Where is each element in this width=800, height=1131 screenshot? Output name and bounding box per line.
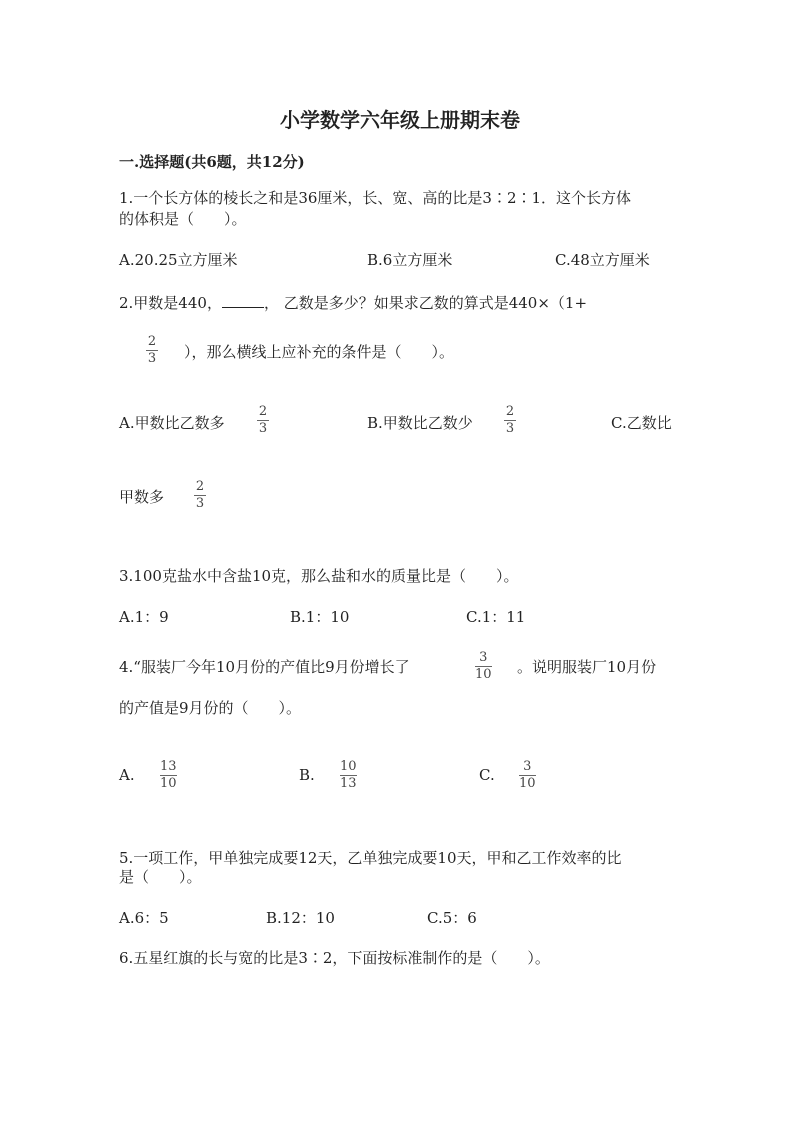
question-5-option-c: C.5：6	[427, 909, 477, 927]
question-2-text-post: ， 乙数是多少？如果求乙数的算式是440×（1+	[263, 294, 588, 312]
fraction-numerator: 2	[505, 404, 515, 419]
question-2-line-1	[119, 292, 587, 313]
question-6-line-1: 6.五星红旗的长与宽的比是3∶2，下面按标准制作的是（ ）。	[119, 949, 550, 967]
answer-blank	[222, 293, 264, 308]
fraction-numerator: 3	[523, 759, 532, 774]
question-5-option-b: B.12：10	[266, 909, 335, 927]
fraction-denominator: 10	[475, 667, 492, 682]
question-1-line-2: 的体积是（ ）。	[119, 210, 247, 228]
fraction-numerator: 2	[258, 404, 268, 419]
question-2-option-c: C.乙数比	[611, 414, 672, 432]
question-4-option-c-fraction	[519, 760, 536, 791]
question-4-line-1-post: 。说明服装厂10月份	[517, 658, 657, 676]
section-heading: 一.选择题(共6题，共12分)	[119, 153, 305, 171]
question-4-option-b: B.	[299, 766, 315, 784]
fraction-numerator: 2	[195, 479, 205, 494]
question-5-option-a: A.6：5	[119, 909, 169, 927]
question-2-option-c-fraction	[194, 480, 206, 511]
fraction-denominator: 10	[519, 776, 536, 791]
fraction-two-thirds	[146, 335, 158, 366]
question-2-option-a: A.甲数比乙数多	[119, 414, 225, 432]
question-4-line-2: 的产值是9月份的（ ）。	[119, 699, 302, 717]
fraction-numerator: 10	[340, 759, 357, 774]
page-title: 小学数学六年级上册期末卷	[280, 108, 520, 132]
question-2-option-b: B.甲数比乙数少	[367, 414, 473, 432]
question-3-option-b: B.1：10	[290, 608, 350, 626]
question-5-line-1: 5.一项工作，甲单独完成要12天，乙单独完成要10天，甲和乙工作效率的比	[119, 849, 622, 867]
question-4-option-a-fraction	[160, 760, 177, 791]
question-4-option-a: A.	[119, 766, 135, 784]
question-2-option-c-cont: 甲数多	[119, 488, 165, 506]
fraction-denominator: 13	[340, 776, 357, 791]
question-4-option-b-fraction	[340, 760, 357, 791]
fraction-numerator: 13	[160, 759, 177, 774]
fraction-denominator: 3	[147, 351, 157, 366]
fraction-three-tenths	[475, 651, 492, 682]
question-3-option-c: C.1：11	[466, 608, 526, 626]
fraction-denominator: 10	[160, 776, 177, 791]
question-1-option-b: B.6立方厘米	[367, 251, 453, 269]
fraction-denominator: 3	[195, 496, 205, 511]
fraction-numerator: 3	[479, 650, 488, 665]
fraction-denominator: 3	[505, 421, 515, 436]
question-4-option-c: C.	[479, 766, 495, 784]
fraction-numerator: 2	[147, 334, 157, 349]
question-2-text-pre: 2.甲数是440，	[119, 294, 222, 312]
question-1-option-a: A.20.25立方厘米	[119, 251, 238, 269]
question-2-option-b-fraction	[504, 405, 516, 436]
question-1-line-1: 1.一个长方体的棱长之和是36厘米，长、宽、高的比是3∶2∶1．这个长方体	[119, 189, 632, 207]
question-5-line-2: 是（ ）。	[119, 868, 202, 886]
question-4-line-1-pre: 4.“服装厂今年10月份的产值比9月份增长了	[119, 658, 410, 676]
question-3-line-1: 3.100克盐水中含盐10克，那么盐和水的质量比是（ ）。	[119, 567, 519, 585]
fraction-denominator: 3	[258, 421, 268, 436]
question-2-option-a-fraction	[257, 405, 269, 436]
question-2-line-2: ），那么横线上应补充的条件是（ ）。	[184, 343, 455, 361]
question-1-option-c: C.48立方厘米	[555, 251, 650, 269]
question-3-option-a: A.1：9	[119, 608, 169, 626]
